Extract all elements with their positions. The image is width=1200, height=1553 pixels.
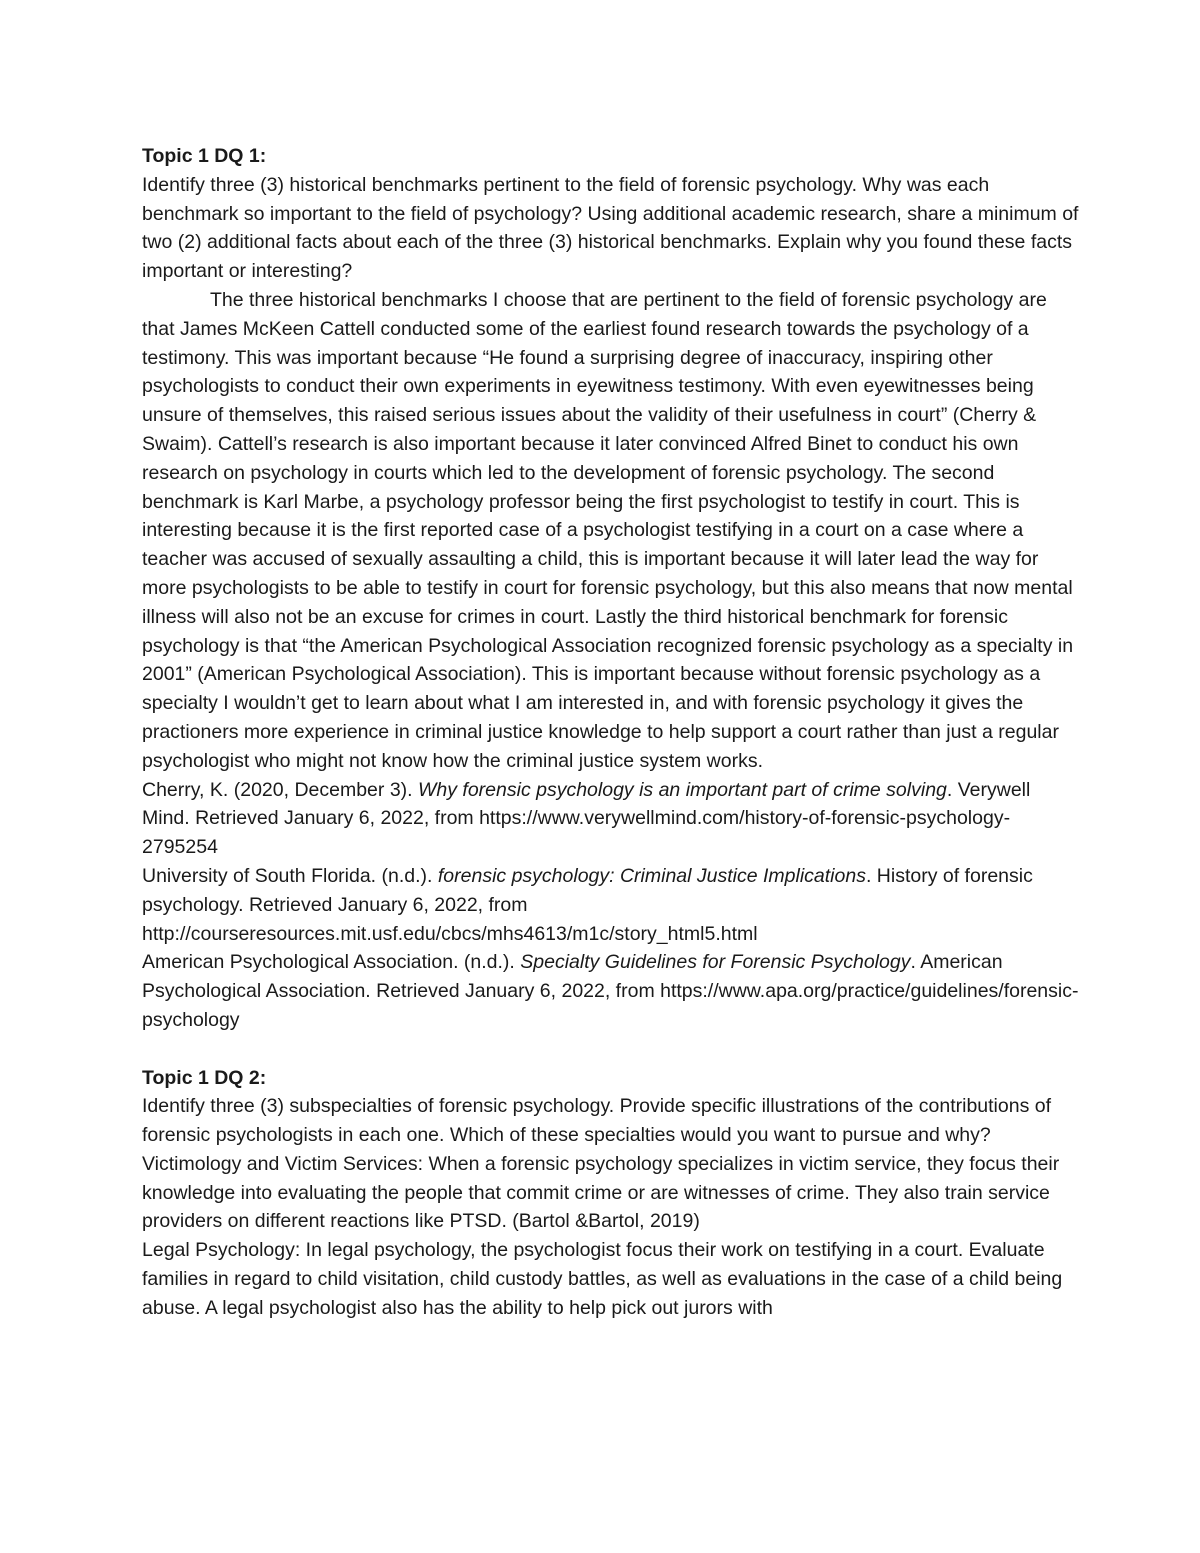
reference-source: . Verywell Mind. Retrieved January 6, 2022, from https://www.verywellmind.com/history-of-forensic-psychology-2795254 [142,778,1031,859]
section2-paragraph-victimology: Victimology and Victim Services: When a forensic psychology specializes in victim service, they focus their knowledge into evaluating the people that commit crime or are witnesses of crime. They also train service providers on different reactions like PTSD. (Bartol &Bartol, 2019) [142,1152,1060,1233]
reference-item [142,948,1082,1034]
section2-paragraph-legal: Legal Psychology: In legal psychology, the psychologist focus their work on testifying in a court. Evaluate families in regard to child visitation, child custody battles, as well as evaluations in the case of a child being abuse. A legal psychologist also has the ability to help pick out jurors with [142,1239,1063,1319]
section2-heading: Topic 1 DQ 2: [142,1066,267,1089]
document-page [142,142,1082,1323]
reference-item [142,776,1082,862]
reference-source: . American Psychological Association. Retrieved January 6, 2022, from https://www.apa.org/practice/guidelines/forensic-psychology [142,951,1079,1031]
section2-prompt: Identify three (3) subspecialties of forensic psychology. Provide specific illustrations of the contributions of forensic psychologists in each one. Which of these specialties would you want to pursue and why? [142,1095,1052,1147]
reference-title: forensic psychology: Criminal Justice Implications [437,864,866,887]
reference-title: Why forensic psychology is an important part of crime solving [418,778,947,801]
section1-prompt: Identify three (3) historical benchmarks pertinent to the field of forensic psychology. Why was each benchmark so important to the field of psychology? Using additional academic research, share a minimum of two (2) additional facts about each of the three (3) historical benchmarks. Explain why you found these facts important or interesting? [142,173,1079,283]
reference-author: University of South Florida. (n.d.). [142,864,438,887]
reference-author: American Psychological Association. (n.d.). [142,951,521,974]
reference-item [142,862,1082,948]
section-spacer [142,1035,1082,1064]
section1-heading: Topic 1 DQ 1: [142,145,267,167]
reference-title: Specialty Guidelines for Forensic Psychology [520,951,911,974]
section1-answer: The three historical benchmarks I choose that are pertinent to the field of forensic psychology are that James McKeen Cattell conducted some of the earliest found research towards the psychology of a testimony. This was important because “He found a surprising degree of inaccuracy, inspiring other psychologists to conduct their own experiments in eyewitness testimony. With even eyewitnesses being unsure of themselves, this raised serious issues about the validity of their usefulness in court” (Cherry & Swaim). Cattell’s research is also important because it later convinced Alfred Binet to conduct his own research on psychology in courts which led to the development of forensic psychology. The second benchmark is Karl Marbe, a psychology professor being the first psychologist to testify in court. This is interesting because it is the first reported case of a psychologist testifying in a court on a case where a teacher was accused of sexually assaulting a child, this is important because it will later lead the way for more psychologists to be able to testify in court for forensic psychology, but this also means that now mental illness will also not be an excuse for crimes in court. Lastly the third historical benchmark for forensic psychology is that “the American Psychological Association recognized forensic psychology as a specialty in 2001” (American Psychological Association). This is important because without forensic psychology as a specialty I wouldn’t get to learn about what I am interested in, and with forensic psychology it gives the practioners more experience in criminal justice knowledge to help support a court rather than just a regular psychologist who might not know how the criminal justice system works. [142,288,1074,772]
reference-author: Cherry, K. (2020, December 3). [142,778,418,801]
reference-source: . History of forensic psychology. Retrieved January 6, 2022, from http://courseresources.mit.usf.edu/cbcs/mhs4613/m1c/story_html5.html [142,864,1033,945]
